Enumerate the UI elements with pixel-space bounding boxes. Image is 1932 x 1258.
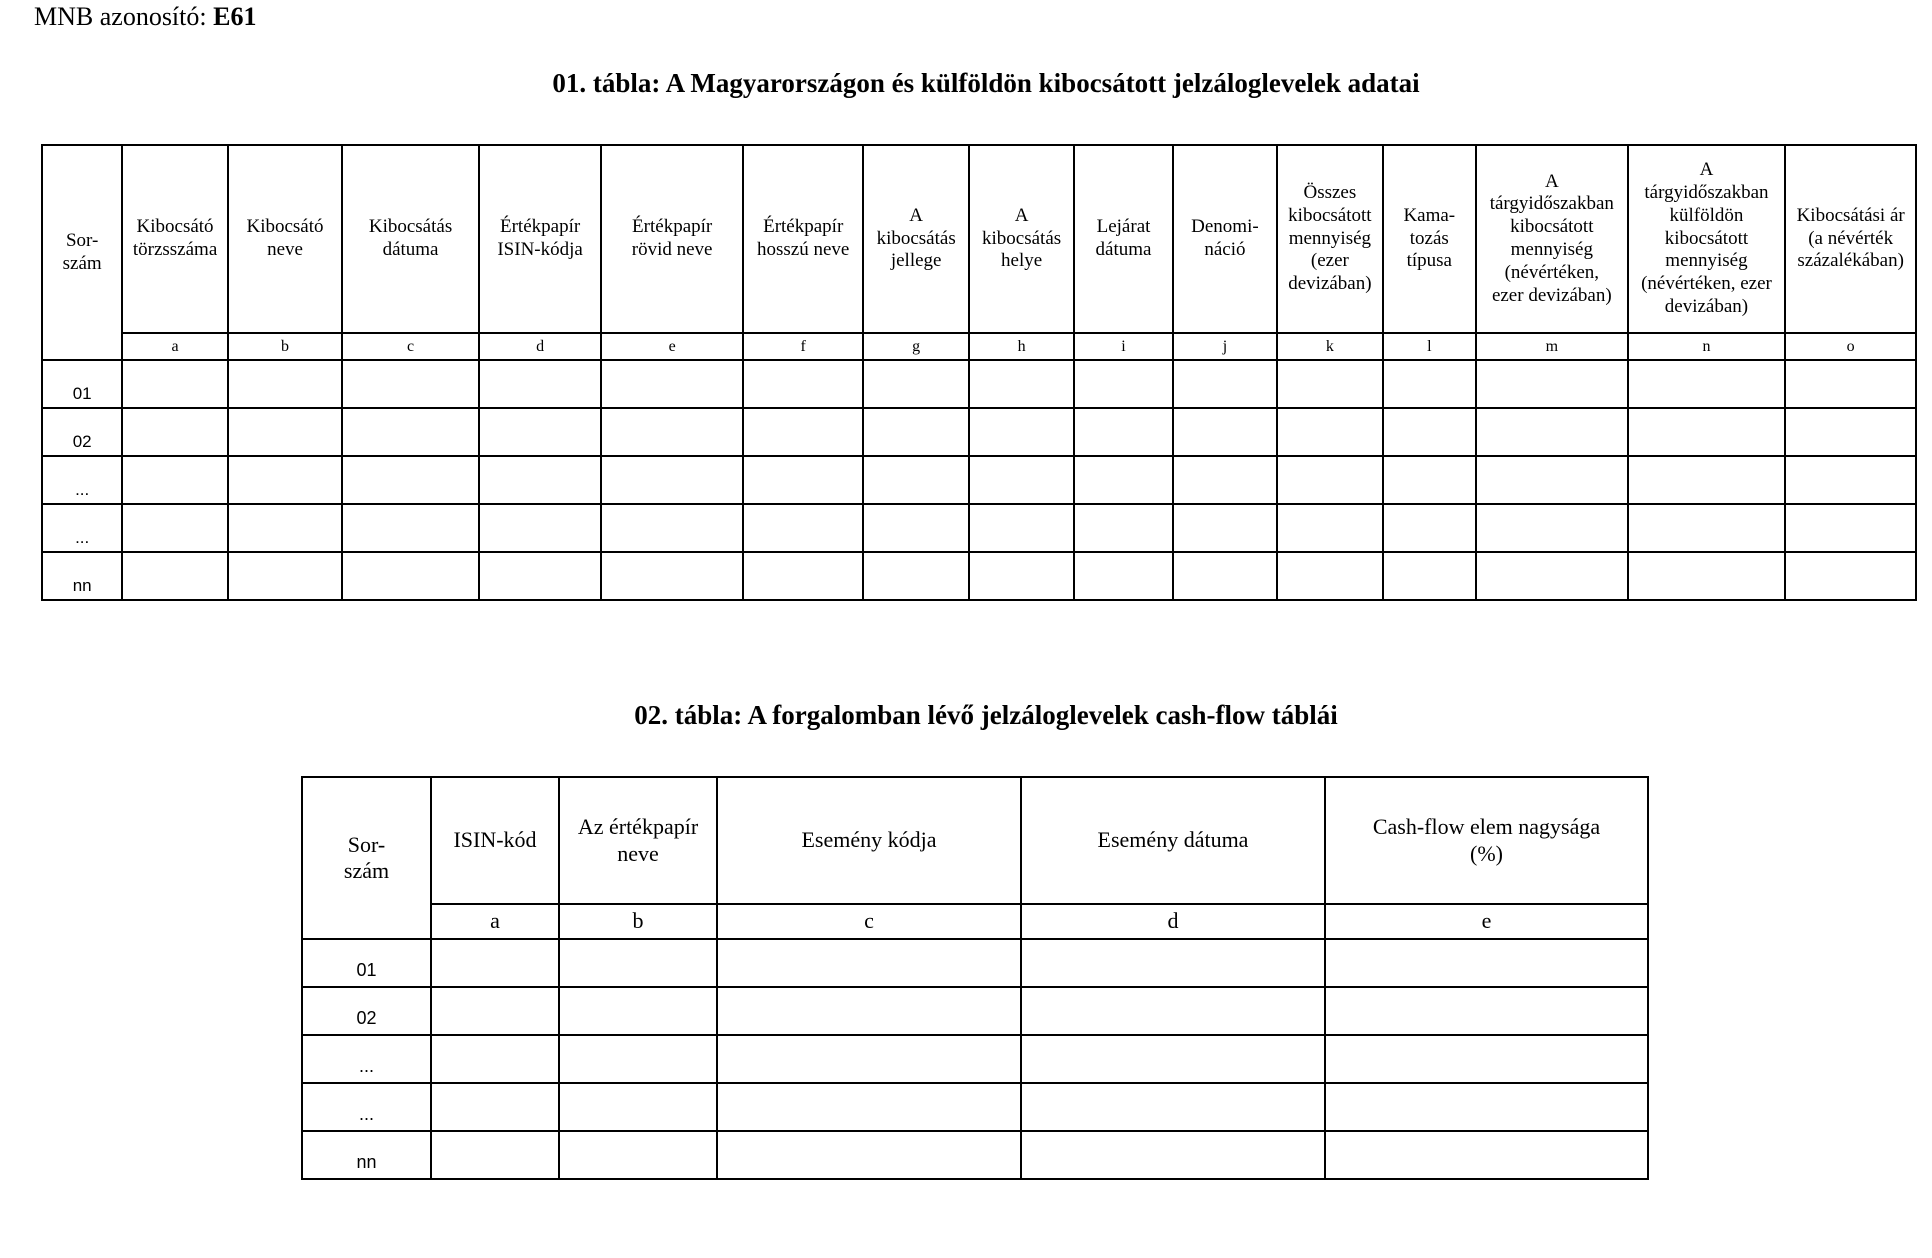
table1-header-row: [42, 145, 1916, 333]
table2-cell-a[interactable]: [431, 987, 559, 1035]
table1-cell-m[interactable]: [1476, 408, 1628, 456]
table1-header-f: Értékpapír hosszú neve: [743, 145, 864, 333]
table1-cell-h[interactable]: [969, 408, 1074, 456]
table1-column-letter: a: [122, 333, 227, 360]
table1-header-k: Összes kibocsátott mennyiség (ezer devizában): [1277, 145, 1382, 333]
table1-cell-f[interactable]: [743, 504, 864, 552]
table1-cell-a[interactable]: [122, 360, 227, 408]
table1-column-letter: m: [1476, 333, 1628, 360]
table2-cell-d[interactable]: [1021, 1131, 1325, 1179]
table1-header-o: Kibocsátási ár (a névérték százalékában): [1785, 145, 1916, 333]
table2-column-letter: e: [1325, 904, 1648, 939]
table2-cell-c[interactable]: [717, 987, 1021, 1035]
table1-cell-b[interactable]: [228, 504, 342, 552]
table1-cell-m[interactable]: [1476, 552, 1628, 600]
table1-cell-m[interactable]: [1476, 456, 1628, 504]
table2-cell-a[interactable]: [431, 1083, 559, 1131]
table2-table-row: [302, 1083, 1648, 1131]
table1-cell-j[interactable]: [1173, 408, 1277, 456]
table2-title: 02. tábla: A forgalomban lévő jelzáloglevelek cash-flow táblái: [634, 700, 1338, 730]
table2-cash-flow-tables: [301, 776, 1649, 1180]
table1-issued-mortgage-bonds: [41, 144, 1917, 601]
table1-column-letter: d: [479, 333, 602, 360]
table2-cell-a[interactable]: [431, 1131, 559, 1179]
table1-header-j: Denomi- náció: [1173, 145, 1277, 333]
table2-cell-c[interactable]: [717, 1035, 1021, 1083]
table1-column-letter: l: [1383, 333, 1476, 360]
table2-cell-b[interactable]: [559, 1083, 717, 1131]
table2-header-c: Esemény kódja: [717, 777, 1021, 904]
table1-header-sorszam: Sor- szám: [42, 145, 122, 360]
table1-column-letter: n: [1628, 333, 1786, 360]
table1-cell-m[interactable]: [1476, 504, 1628, 552]
table1-cell-g[interactable]: [863, 360, 968, 408]
table1-cell-h[interactable]: [969, 552, 1074, 600]
table2-row-number: 02: [302, 987, 431, 1035]
table1-column-letter: h: [969, 333, 1074, 360]
table1-cell-l[interactable]: [1383, 360, 1476, 408]
table1-cell-i[interactable]: [1074, 504, 1172, 552]
table2-cell-e[interactable]: [1325, 1035, 1648, 1083]
table1-table-row: [42, 504, 1916, 552]
table1-cell-d[interactable]: [479, 456, 602, 504]
table1-cell-k[interactable]: [1277, 456, 1382, 504]
table1-cell-k[interactable]: [1277, 408, 1382, 456]
table1-cell-a[interactable]: [122, 552, 227, 600]
table1-cell-j[interactable]: [1173, 456, 1277, 504]
table1-cell-c[interactable]: [342, 408, 479, 456]
table1-cell-e[interactable]: [601, 456, 743, 504]
table1-cell-d[interactable]: [479, 408, 602, 456]
table1-header-b: Kibocsátó neve: [228, 145, 342, 333]
table2-cell-d[interactable]: [1021, 939, 1325, 987]
table1-cell-g[interactable]: [863, 552, 968, 600]
table1-cell-b[interactable]: [228, 552, 342, 600]
table1-cell-i[interactable]: [1074, 552, 1172, 600]
table1-header-n: A tárgyidőszakban külföldön kibocsátott mennyiség (névértéken, ezer devizában): [1628, 145, 1786, 333]
table1-cell-a[interactable]: [122, 504, 227, 552]
document-id-code: E61: [213, 2, 257, 31]
table2-cell-b[interactable]: [559, 987, 717, 1035]
table2-row-number: ...: [302, 1083, 431, 1131]
table1-cell-l[interactable]: [1383, 552, 1476, 600]
table1-table-row: [42, 456, 1916, 504]
table1-row-number: nn: [42, 552, 122, 600]
table1-cell-k[interactable]: [1277, 360, 1382, 408]
table1-column-letter: e: [601, 333, 743, 360]
table2-header-sorszam: Sor- szám: [302, 777, 431, 939]
table1-column-letter: f: [743, 333, 864, 360]
table2-cell-e[interactable]: [1325, 987, 1648, 1035]
table2-header-a: ISIN-kód: [431, 777, 559, 904]
table1-column-letter: b: [228, 333, 342, 360]
table2-cell-e[interactable]: [1325, 1131, 1648, 1179]
table1-cell-c[interactable]: [342, 552, 479, 600]
table1-cell-h[interactable]: [969, 504, 1074, 552]
table1-cell-j[interactable]: [1173, 552, 1277, 600]
table1-cell-g[interactable]: [863, 456, 968, 504]
table2-cell-b[interactable]: [559, 939, 717, 987]
table2-table-row: [302, 987, 1648, 1035]
table2-row-number: 01: [302, 939, 431, 987]
table1-cell-h[interactable]: [969, 360, 1074, 408]
table1-cell-m[interactable]: [1476, 360, 1628, 408]
table2-row-number: nn: [302, 1131, 431, 1179]
table1-header-d: Értékpapír ISIN-kódja: [479, 145, 602, 333]
table1-cell-l[interactable]: [1383, 408, 1476, 456]
table2-column-letter: d: [1021, 904, 1325, 939]
table1-cell-e[interactable]: [601, 504, 743, 552]
table1-cell-n[interactable]: [1628, 360, 1786, 408]
table1-cell-a[interactable]: [122, 408, 227, 456]
table1-header-h: A kibocsátás helye: [969, 145, 1074, 333]
document-identifier: [34, 2, 256, 32]
table1-cell-h[interactable]: [969, 456, 1074, 504]
table1-cell-k[interactable]: [1277, 504, 1382, 552]
table2-column-letter: a: [431, 904, 559, 939]
table1-cell-o[interactable]: [1785, 504, 1916, 552]
table2-header-d: Esemény dátuma: [1021, 777, 1325, 904]
table1-cell-b[interactable]: [228, 408, 342, 456]
table1-cell-c[interactable]: [342, 456, 479, 504]
table1-cell-o[interactable]: [1785, 408, 1916, 456]
table2-cell-e[interactable]: [1325, 1083, 1648, 1131]
table2-column-letter: c: [717, 904, 1021, 939]
table1-header-m: A tárgyidőszakban kibocsátott mennyiség (névértéken, ezer devizában): [1476, 145, 1628, 333]
table1-cell-e[interactable]: [601, 360, 743, 408]
table1-cell-o[interactable]: [1785, 456, 1916, 504]
table2-table-row: [302, 939, 1648, 987]
table1-cell-o[interactable]: [1785, 360, 1916, 408]
table1-header-a: Kibocsátó törzsszáma: [122, 145, 227, 333]
table1-column-letter: c: [342, 333, 479, 360]
table2-table-row: [302, 1131, 1648, 1179]
table2-column-letters-row: [302, 904, 1648, 939]
table2-cell-d[interactable]: [1021, 1083, 1325, 1131]
table1-cell-n[interactable]: [1628, 408, 1786, 456]
table1-cell-o[interactable]: [1785, 552, 1916, 600]
table1-header-c: Kibocsátás dátuma: [342, 145, 479, 333]
table1-cell-j[interactable]: [1173, 360, 1277, 408]
table1-title: 01. tábla: A Magyarországon és külföldön kibocsátott jelzáloglevelek adatai: [552, 68, 1420, 98]
table1-cell-k[interactable]: [1277, 552, 1382, 600]
table1-cell-b[interactable]: [228, 456, 342, 504]
table1-header-g: A kibocsátás jellege: [863, 145, 968, 333]
table1-row-number: 02: [42, 408, 122, 456]
table1-cell-g[interactable]: [863, 408, 968, 456]
table1-cell-d[interactable]: [479, 552, 602, 600]
table2-cell-b[interactable]: [559, 1035, 717, 1083]
table2-cell-d[interactable]: [1021, 987, 1325, 1035]
table1-cell-f[interactable]: [743, 360, 864, 408]
table2-cell-c[interactable]: [717, 939, 1021, 987]
table2-header-row: [302, 777, 1648, 904]
table1-cell-f[interactable]: [743, 456, 864, 504]
table1-column-letter: o: [1785, 333, 1916, 360]
table1-cell-i[interactable]: [1074, 408, 1172, 456]
table1-cell-l[interactable]: [1383, 456, 1476, 504]
table1-cell-n[interactable]: [1628, 552, 1786, 600]
table1-header-l: Kama- tozás típusa: [1383, 145, 1476, 333]
table1-cell-d[interactable]: [479, 360, 602, 408]
table1-cell-b[interactable]: [228, 360, 342, 408]
table1-cell-e[interactable]: [601, 408, 743, 456]
table2-row-number: ...: [302, 1035, 431, 1083]
table1-cell-l[interactable]: [1383, 504, 1476, 552]
table1-column-letters-row: [42, 333, 1916, 360]
table2-cell-d[interactable]: [1021, 1035, 1325, 1083]
document-id-label: MNB azonosító:: [34, 2, 207, 31]
table1-cell-f[interactable]: [743, 552, 864, 600]
table1-column-letter: k: [1277, 333, 1382, 360]
table1-cell-c[interactable]: [342, 360, 479, 408]
table1-cell-e[interactable]: [601, 552, 743, 600]
table1-header-i: Lejárat dátuma: [1074, 145, 1172, 333]
table2-cell-c[interactable]: [717, 1083, 1021, 1131]
table1-table-row: [42, 552, 1916, 600]
table1-row-number: ...: [42, 456, 122, 504]
table1-cell-i[interactable]: [1074, 360, 1172, 408]
table1-cell-j[interactable]: [1173, 504, 1277, 552]
table1-table-row: [42, 408, 1916, 456]
table1-cell-g[interactable]: [863, 504, 968, 552]
table2-cell-c[interactable]: [717, 1131, 1021, 1179]
table1-header-e: Értékpapír rövid neve: [601, 145, 743, 333]
table1-cell-n[interactable]: [1628, 504, 1786, 552]
table1-cell-i[interactable]: [1074, 456, 1172, 504]
table1-column-letter: g: [863, 333, 968, 360]
table1-row-number: 01: [42, 360, 122, 408]
table1-row-number: ...: [42, 504, 122, 552]
table1-cell-a[interactable]: [122, 456, 227, 504]
table1-column-letter: i: [1074, 333, 1172, 360]
table2-header-e: Cash-flow elem nagysága (%): [1325, 777, 1648, 904]
table2-table-row: [302, 1035, 1648, 1083]
table2-header-b: Az értékpapír neve: [559, 777, 717, 904]
table1-cell-n[interactable]: [1628, 456, 1786, 504]
table1-column-letter: j: [1173, 333, 1277, 360]
table2-cell-e[interactable]: [1325, 939, 1648, 987]
table2-cell-a[interactable]: [431, 939, 559, 987]
table2-cell-b[interactable]: [559, 1131, 717, 1179]
table1-table-row: [42, 360, 1916, 408]
table1-cell-f[interactable]: [743, 408, 864, 456]
table2-column-letter: b: [559, 904, 717, 939]
table1-cell-d[interactable]: [479, 504, 602, 552]
table1-cell-c[interactable]: [342, 504, 479, 552]
table2-cell-a[interactable]: [431, 1035, 559, 1083]
